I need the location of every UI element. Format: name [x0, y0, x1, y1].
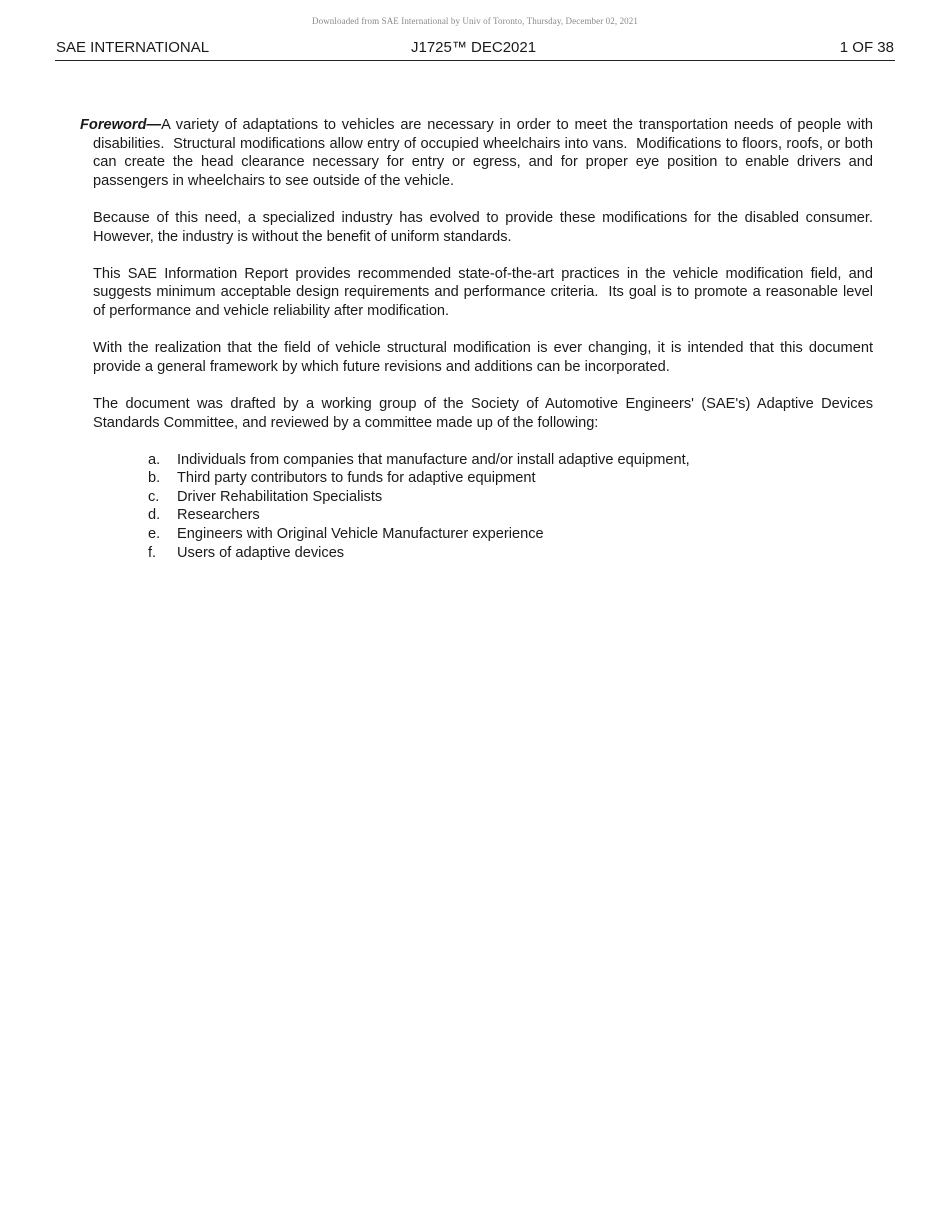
list-marker: c.: [148, 488, 160, 505]
document-body: [80, 116, 873, 562]
foreword-label: Foreword—: [80, 117, 162, 133]
header-page-number: 1 OF 38: [839, 39, 894, 56]
committee-list: [80, 451, 873, 563]
foreword-paragraph-text: A variety of adaptations to vehicles are necessary in order to meet the transportation needs of people with disabilities. Structural modifications allow entry of occupied wheelchairs into vans. Modifications to floors, roofs, or both can create the head clearance necessary for entry or egress, and for proper eye position to enable drivers and passengers in wheelchairs to see outside of the vehicle.: [93, 117, 873, 189]
need-paragraph: Because of this need, a specialized industry has evolved to provide these modifications for the disabled consumer. However, the industry is without the benefit of uniform standards.: [93, 209, 873, 245]
list-item-text: Researchers: [177, 507, 260, 524]
list-item-text: Engineers with Original Vehicle Manufacturer experience: [177, 526, 544, 543]
list-item: [148, 469, 873, 488]
foreword-paragraph: [80, 116, 873, 190]
list-marker: b.: [148, 470, 161, 487]
header-document-id: J1725™ DEC2021: [411, 39, 537, 56]
list-item: [148, 451, 873, 470]
list-item: [148, 506, 873, 525]
framework-paragraph: With the realization that the field of vehicle structural modification is ever changing, it is intended that this document provide a general framework by which future revisions and additions can be incorporated.: [93, 340, 873, 375]
list-item: [148, 488, 873, 507]
list-item-text: Third party contributors to funds for adaptive equipment: [177, 470, 536, 487]
list-item: [148, 544, 873, 563]
list-item-text: Users of adaptive devices: [177, 544, 345, 561]
page-header: [55, 38, 895, 61]
list-marker: e.: [148, 526, 161, 543]
list-item-text: Driver Rehabilitation Specialists: [177, 488, 383, 505]
list-item: [148, 525, 873, 544]
download-watermark: Downloaded from SAE International by Univ of Toronto, Thursday, December 02, 2021: [312, 16, 638, 26]
header-publisher: SAE INTERNATIONAL: [56, 39, 210, 56]
report-purpose-paragraph: This SAE Information Report provides recommended state-of-the-art practices in the vehicle modification field, and suggests minimum acceptable design requirements and performance criteria. Its goal is to promote a reasonable level of performance and vehicle reliability after modification.: [93, 265, 873, 319]
committee-paragraph: The document was drafted by a working group of the Society of Automotive Engineers' (SAE's) Adaptive Devices Standards Committee, and reviewed by a committee made up of the following:: [93, 395, 873, 431]
list-item-text: Individuals from companies that manufacture and/or install adaptive equipment,: [177, 451, 690, 468]
list-marker: f.: [148, 544, 157, 561]
list-marker: a.: [148, 451, 161, 468]
list-marker: d.: [148, 507, 161, 524]
